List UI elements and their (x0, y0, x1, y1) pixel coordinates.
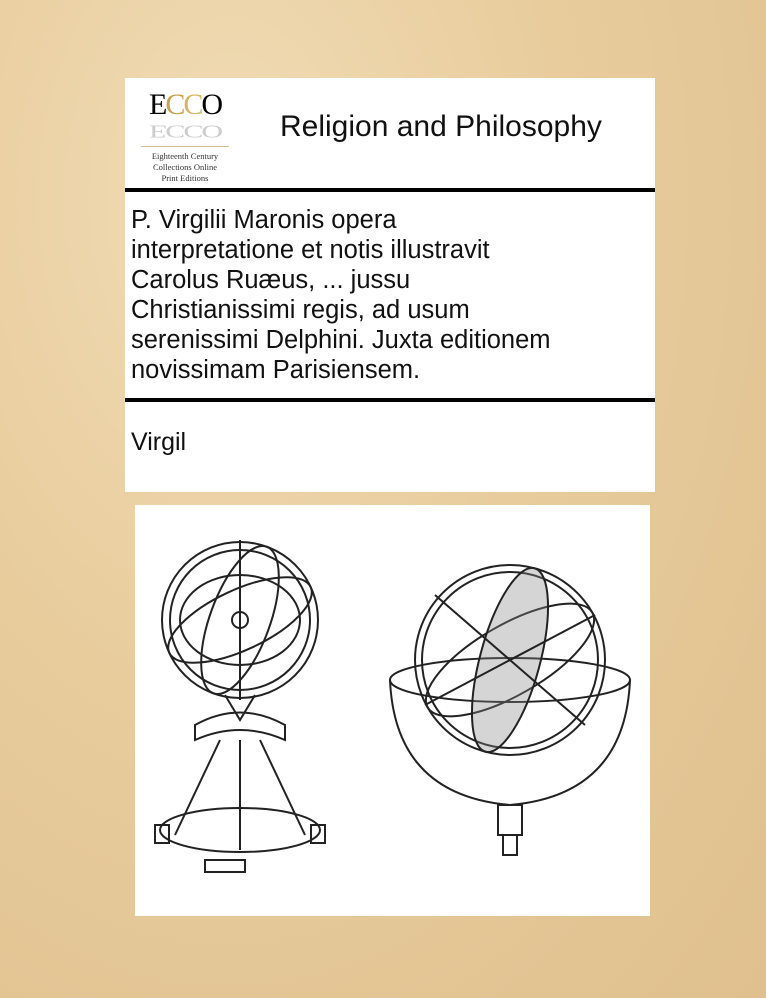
title-line: P. Virgilii Maronis opera (131, 206, 397, 234)
logo-letter: O (201, 88, 222, 121)
logo-line: Eighteenth Century (151, 151, 219, 161)
armillary-sphere-right (390, 560, 630, 855)
logo-line: Print Editions (161, 173, 209, 183)
logo-letter: E (148, 88, 166, 121)
logo-letter: C (183, 88, 202, 121)
title-line: Carolus Ruæus, ... jussu (131, 266, 411, 294)
title-line: novissimam Parisiensem. (131, 356, 421, 384)
cover-panel (125, 78, 655, 492)
armillary-sphere-left (155, 536, 325, 872)
divider (125, 188, 655, 192)
logo-rule (141, 146, 229, 147)
divider (125, 398, 655, 402)
logo-line: Collections Online (153, 162, 217, 172)
author: Virgil (131, 428, 187, 456)
title-line: serenissimi Delphini. Juxta editionem (131, 326, 551, 354)
ecco-logo (135, 86, 235, 186)
logo-letter: C (165, 88, 184, 121)
title-line: interpretatione et notis illustravit (131, 236, 490, 264)
title-line: Christianissimi regis, ad usum (131, 296, 470, 324)
book-title (131, 205, 651, 385)
series-title: Religion and Philosophy (280, 110, 602, 143)
logo-reflection: ECCO (148, 121, 221, 142)
armillary-spheres-illustration (135, 505, 650, 916)
